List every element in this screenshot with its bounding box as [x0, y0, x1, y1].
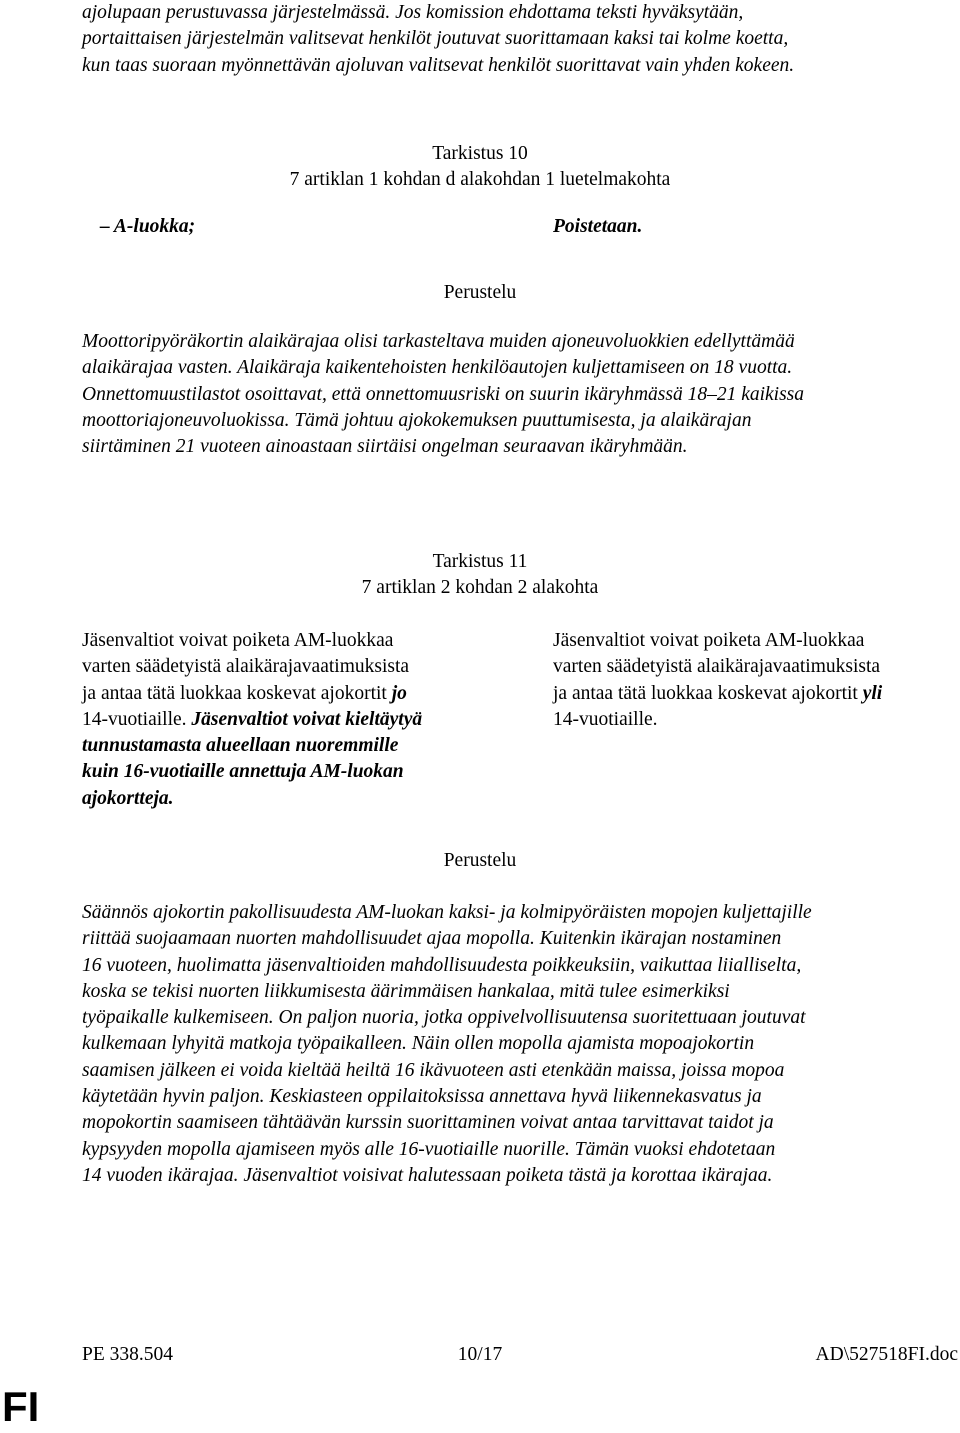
text-line: Jäsenvaltiot voivat poiketa AM-luokkaa	[82, 630, 394, 651]
highlighted-change: jo	[391, 682, 407, 704]
text-line: 14-vuotiaille.	[553, 708, 658, 730]
amendment-number: Tarkistus 11	[432, 551, 528, 572]
highlighted-change: ajokortteja.	[82, 787, 174, 809]
justification-line: 14 vuoden ikärajaa. Jäsenvaltiot voisivat halutessaan poiketa tästä ja korottaa ikärajaa.	[82, 1164, 773, 1186]
amendment-11-commission-text	[82, 628, 502, 812]
highlighted-change: tunnustamasta alueellaan nuoremmille	[82, 735, 399, 757]
highlighted-change: kuin 16-vuotiaille annettuja AM-luokan	[82, 761, 404, 783]
justification-line: Moottoripyöräkortin alaikärajaa olisi tarkasteltava muiden ajoneuvoluokkien edellyttämää	[82, 331, 795, 352]
intro-paragraph	[82, 0, 952, 79]
text-line: Jäsenvaltiot voivat poiketa AM-luokkaa	[553, 630, 865, 651]
justification-line: Onnettomuustilastot osoittavat, että onnettomuusriski on suurin ikäryhmässä 18–21 kaikissa	[82, 383, 805, 405]
text-segment: ja antaa tätä luokkaa koskevat ajokortit	[553, 682, 863, 704]
justification-line: työpaikalle kulkemiseen. On paljon nuoria, jotka oppivelvollisuutensa suoritettuaan joutuvat	[82, 1007, 806, 1029]
justification-line: 16 vuoteen, huolimatta jäsenvaltioiden mahdollisuudesta poikkeuksiin, vaikuttaa liialliselta,	[82, 954, 802, 976]
text-segment: ja antaa tätä luokkaa koskevat ajokortit	[82, 682, 392, 704]
justification-line: Säännös ajokortin pakollisuudesta AM-luokan kaksi- ja kolmipyöräisten mopojen kuljettajille	[82, 902, 812, 923]
amendment-10-amended-text: Poistetaan.	[553, 216, 643, 237]
justification-line: kypsyyden mopolla ajamiseen myös alle 16-vuotiaille nuorille. Tämän vuoksi ehdotetaan	[82, 1138, 776, 1160]
language-code: FI	[2, 1383, 40, 1430]
amendment-reference: 7 artiklan 2 kohdan 2 alakohta	[361, 577, 599, 599]
file-name: AD\527518FI.doc	[815, 1344, 958, 1365]
justification-heading: Perustelu	[443, 282, 517, 303]
page-number: 10/17	[457, 1344, 503, 1365]
intro-line: kun taas suoraan myönnettävän ajoluvan valitsevat henkilöt suorittavat vain yhden kokeen.	[82, 54, 795, 76]
justification-line: käytetään hyvin paljon. Keskiasteen oppilaitoksissa annettava hyvä liikennekasvatus ja	[82, 1086, 762, 1108]
intro-line: ajolupaan perustuvassa järjestelmässä. Jos komission ehdottama teksti hyväksytään,	[82, 2, 744, 23]
justification-line: mopokortin saamiseen tähtäävän kurssin suorittaminen voivat antaa tarvittavat taidot ja	[82, 1112, 774, 1134]
text-line	[553, 681, 953, 707]
justification-line: saamisen jälkeen ei voida kieltää heiltä 16 ikävuoteen asti etenkään maissa, joissa mopoa	[82, 1059, 785, 1081]
justification-line: siirtäminen 21 vuoteen ainoastaan siirtäisi ongelman seuraavan ikäryhmään.	[82, 436, 688, 458]
document-reference: PE 338.504	[82, 1344, 174, 1365]
text-line: varten säädetyistä alaikärajavaatimuksista	[553, 656, 881, 678]
justification-heading: Perustelu	[443, 850, 517, 871]
justification-line: moottoriajoneuvoluokissa. Tämä johtuu ajokokemuksen puuttumisesta, ja alaikärajan	[82, 409, 752, 431]
justification-line: kulkemaan lyhyitä matkoja työpaikalleen. Näin ollen mopolla ajamista mopoajokortin	[82, 1033, 755, 1055]
highlighted-change: yli	[862, 682, 883, 704]
intro-line: portaittaisen järjestelmän valitsevat henkilöt joutuvat suorittamaan kaksi tai kolme koetta,	[82, 28, 789, 50]
amendment-number: Tarkistus 10	[432, 143, 528, 164]
text-line	[82, 707, 502, 733]
justification-line: koska se tekisi nuorten liikkumisesta äärimmäisen hankalaa, mitä tulee esimerkiksi	[82, 980, 730, 1002]
justification-paragraph	[82, 329, 952, 460]
text-line	[82, 681, 502, 707]
amendment-10-original-text: – A-luokka;	[100, 216, 196, 237]
text-line: varten säädetyistä alaikärajavaatimuksista	[82, 656, 410, 678]
amendment-10-header	[0, 141, 960, 194]
amendment-11-header	[0, 549, 960, 602]
text-segment: 14-vuotiaille.	[82, 708, 192, 730]
justification-line: riittää suojaamaan nuorten mahdollisuudet ajaa mopolla. Kuitenkin ikärajan nostaminen	[82, 928, 782, 950]
justification-paragraph	[82, 900, 952, 1189]
highlighted-change: Jäsenvaltiot voivat kieltäytyä	[191, 708, 423, 730]
justification-line: alaikärajaa vasten. Alaikäraja kaikentehoisten henkilöautojen kuljettamiseen on 18 vuotta.	[82, 357, 793, 379]
amendment-11-amended-text	[553, 628, 953, 733]
amendment-reference: 7 artiklan 1 kohdan d alakohdan 1 luetelmakohta	[289, 169, 671, 191]
